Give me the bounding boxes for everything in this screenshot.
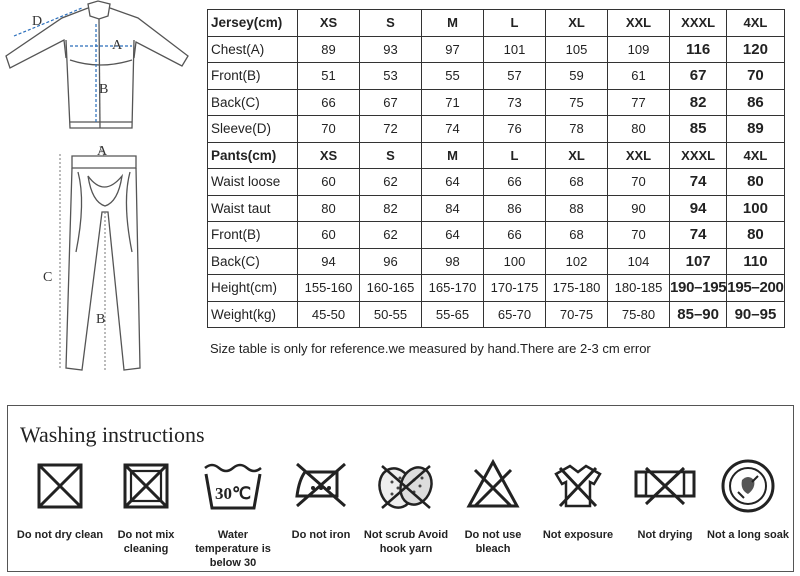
table-cell: 4XL (727, 142, 784, 169)
table-cell: 155-160 (298, 275, 360, 302)
table-cell: 86 (727, 89, 784, 116)
pants-label-b: B (96, 312, 106, 327)
pants-label-a: A (97, 144, 108, 159)
table-row (208, 63, 785, 90)
table-cell: 90–95 (727, 301, 784, 328)
table-row-label: Sleeve(D) (208, 116, 298, 143)
table-row-label: Waist loose (208, 169, 298, 196)
table-cell: 175-180 (546, 275, 608, 302)
table-cell: 97 (422, 36, 484, 63)
table-cell: 160-165 (360, 275, 422, 302)
table-cell: 70 (608, 169, 670, 196)
no-bleach-icon (463, 456, 523, 516)
table-cell: 76 (484, 116, 546, 143)
table-cell: 80 (727, 222, 784, 249)
table-cell: 73 (484, 89, 546, 116)
table-cell: 101 (484, 36, 546, 63)
table-header-row (208, 142, 785, 169)
table-row-label: Pants(cm) (208, 142, 298, 169)
pants-outline-icon (30, 142, 160, 382)
table-cell: 90 (608, 195, 670, 222)
no-exposure-icon (548, 456, 608, 516)
size-table (207, 9, 785, 328)
table-cell: 70 (727, 63, 784, 90)
table-cell: 45-50 (298, 301, 360, 328)
table-cell: 74 (670, 169, 727, 196)
table-header-row (208, 10, 785, 37)
table-cell: 75-80 (608, 301, 670, 328)
table-cell: 4XL (727, 10, 784, 37)
table-row-label: Chest(A) (208, 36, 298, 63)
table-cell: 98 (422, 248, 484, 275)
jersey-label-a: A (112, 38, 123, 53)
table-cell: XXL (608, 142, 670, 169)
table-cell: 59 (546, 63, 608, 90)
table-cell: 74 (422, 116, 484, 143)
table-note: Size table is only for reference.we measured by hand.There are 2-3 cm error (210, 341, 651, 356)
table-cell: 109 (608, 36, 670, 63)
wash-label-no-dry-clean: Do not dry clean (16, 529, 104, 541)
table-row-label: Weight(kg) (208, 301, 298, 328)
table-row (208, 36, 785, 63)
wash-label-no-bleach: Do not use bleach (464, 529, 522, 555)
wash-label-no-drying: Not drying (637, 529, 693, 541)
table-cell: XXXL (670, 10, 727, 37)
table-cell: 66 (484, 169, 546, 196)
table-row (208, 195, 785, 222)
no-scrub-icon (374, 456, 438, 516)
table-row (208, 89, 785, 116)
wash-label-wash-30: Water temperature is below 30 (195, 529, 271, 569)
table-row-label: Back(C) (208, 89, 298, 116)
pants-label-c: C (43, 270, 53, 285)
table-row (208, 169, 785, 196)
table-row-label: Jersey(cm) (208, 10, 298, 37)
table-cell: 170-175 (484, 275, 546, 302)
table-cell: 102 (546, 248, 608, 275)
table-cell: S (360, 142, 422, 169)
washing-instructions-panel (7, 405, 794, 572)
washing-title: Washing instructions (20, 422, 205, 447)
no-long-soak-icon (718, 456, 778, 516)
table-cell: 100 (484, 248, 546, 275)
table-cell: 70 (608, 222, 670, 249)
table-cell: 104 (608, 248, 670, 275)
wash-30-icon (202, 456, 264, 516)
no-dry-clean-icon (30, 456, 90, 516)
table-cell: 110 (727, 248, 784, 275)
table-cell: 120 (727, 36, 784, 63)
table-row (208, 116, 785, 143)
wash-label-no-long-soak: Not a long soak (707, 529, 789, 541)
table-cell: XXL (608, 10, 670, 37)
jersey-label-d: D (32, 14, 43, 29)
table-cell: 53 (360, 63, 422, 90)
table-cell: 82 (670, 89, 727, 116)
table-cell: 75 (546, 89, 608, 116)
table-cell: 66 (484, 222, 546, 249)
table-cell: 84 (422, 195, 484, 222)
pants-diagram (30, 142, 160, 382)
table-row-label: Height(cm) (208, 275, 298, 302)
table-cell: 89 (727, 116, 784, 143)
table-cell: 61 (608, 63, 670, 90)
jersey-outline-icon (0, 0, 200, 140)
table-cell: 70 (298, 116, 360, 143)
table-cell: 78 (546, 116, 608, 143)
table-cell: 65-70 (484, 301, 546, 328)
table-cell: L (484, 10, 546, 37)
table-cell: 60 (298, 169, 360, 196)
no-drying-icon (632, 456, 698, 516)
table-cell: L (484, 142, 546, 169)
table-cell: 165-170 (422, 275, 484, 302)
table-cell: 105 (546, 36, 608, 63)
table-row-label: Waist taut (208, 195, 298, 222)
table-cell: 89 (298, 36, 360, 63)
table-cell: 116 (670, 36, 727, 63)
table-cell: 67 (670, 63, 727, 90)
table-row-label: Front(B) (208, 222, 298, 249)
table-row (208, 301, 785, 328)
table-cell: 70-75 (546, 301, 608, 328)
table-row (208, 222, 785, 249)
table-cell: 107 (670, 248, 727, 275)
table-cell: 68 (546, 169, 608, 196)
table-cell: XL (546, 10, 608, 37)
table-cell: 190–195 (670, 275, 727, 302)
table-cell: 85–90 (670, 301, 727, 328)
table-row (208, 275, 785, 302)
table-cell: 67 (360, 89, 422, 116)
table-cell: 180-185 (608, 275, 670, 302)
table-cell: 51 (298, 63, 360, 90)
table-cell: 80 (608, 116, 670, 143)
table-cell: XXXL (670, 142, 727, 169)
table-cell: 62 (360, 169, 422, 196)
table-cell: 80 (727, 169, 784, 196)
table-cell: 60 (298, 222, 360, 249)
table-cell: 100 (727, 195, 784, 222)
table-cell: 77 (608, 89, 670, 116)
table-cell: 195–200 (727, 275, 784, 302)
table-cell: 55 (422, 63, 484, 90)
table-cell: 71 (422, 89, 484, 116)
table-cell: 93 (360, 36, 422, 63)
wash-label-no-iron: Do not iron (291, 529, 351, 541)
table-row-label: Back(C) (208, 248, 298, 275)
table-cell: 94 (670, 195, 727, 222)
wash-label-no-mix-cleaning: Do not mix cleaning (117, 529, 175, 555)
table-cell: M (422, 142, 484, 169)
table-cell: 85 (670, 116, 727, 143)
no-mix-cleaning-icon (116, 456, 176, 516)
jersey-diagram (0, 0, 200, 140)
table-row-label: Front(B) (208, 63, 298, 90)
wash-30-icon-label: 30℃ (214, 484, 252, 503)
table-cell: M (422, 10, 484, 37)
table-cell: 72 (360, 116, 422, 143)
table-cell: 94 (298, 248, 360, 275)
table-cell: 80 (298, 195, 360, 222)
table-cell: XL (546, 142, 608, 169)
table-cell: 62 (360, 222, 422, 249)
table-cell: 55-65 (422, 301, 484, 328)
table-cell: 96 (360, 248, 422, 275)
jersey-label-b: B (99, 82, 109, 97)
table-cell: S (360, 10, 422, 37)
wash-label-no-exposure: Not exposure (542, 529, 614, 541)
wash-label-no-scrub: Not scrub Avoid hook yarn (363, 529, 449, 555)
table-cell: 82 (360, 195, 422, 222)
table-cell: 68 (546, 222, 608, 249)
table-cell: 64 (422, 169, 484, 196)
table-cell: XS (298, 10, 360, 37)
table-cell: XS (298, 142, 360, 169)
table-row (208, 248, 785, 275)
table-cell: 86 (484, 195, 546, 222)
table-cell: 64 (422, 222, 484, 249)
table-cell: 57 (484, 63, 546, 90)
table-cell: 74 (670, 222, 727, 249)
table-cell: 88 (546, 195, 608, 222)
table-cell: 66 (298, 89, 360, 116)
table-cell: 50-55 (360, 301, 422, 328)
no-iron-icon (291, 456, 351, 516)
